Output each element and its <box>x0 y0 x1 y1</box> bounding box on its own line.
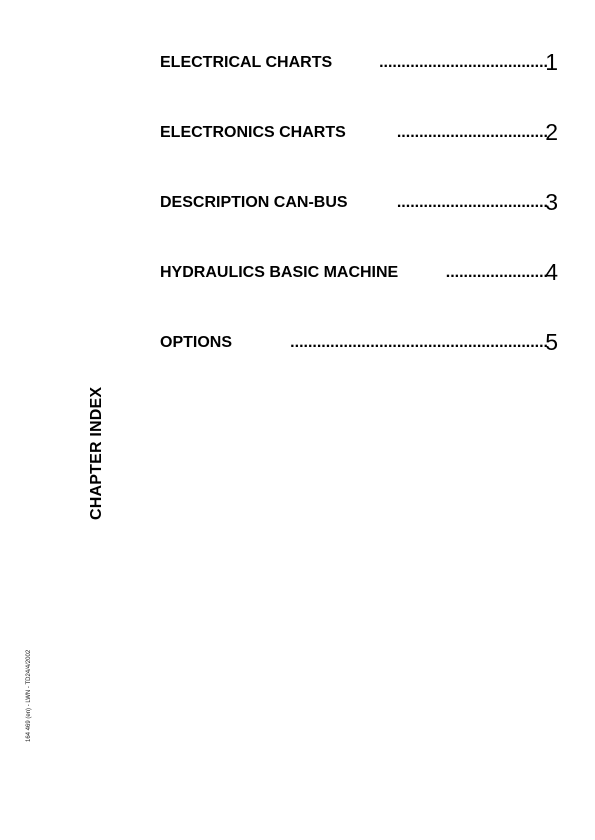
toc-entry-electrical-charts[interactable] <box>160 48 560 78</box>
toc-entry-electronics-charts[interactable] <box>160 118 560 148</box>
toc-leader-dots: .................................. <box>396 194 548 211</box>
toc-entry-title: OPTIONS <box>160 334 233 351</box>
toc-entry-number: 3 <box>545 189 558 215</box>
toc-leader-dots: .................................. <box>396 124 548 141</box>
table-of-contents <box>160 48 560 398</box>
chapter-index-title: CHAPTER INDEX <box>88 386 105 520</box>
toc-entry-number: 2 <box>545 119 558 145</box>
toc-entry-options[interactable] <box>160 328 560 358</box>
toc-entry-title: ELECTRICAL CHARTS <box>160 54 333 71</box>
toc-entry-number: 4 <box>545 259 558 285</box>
toc-entry-hydraulics-basic-machine[interactable] <box>160 258 560 288</box>
toc-leader-dots: .......................................................... <box>290 334 548 351</box>
toc-entry-description-can-bus[interactable] <box>160 188 560 218</box>
toc-entry-number: 1 <box>545 49 558 75</box>
toc-entry-title: HYDRAULICS BASIC MACHINE <box>160 264 399 281</box>
toc-leader-dots: ....................... <box>445 264 548 281</box>
document-reference-code: 164 469 (en) - LWN - TD24/4/2002 <box>26 649 32 742</box>
toc-entry-title: ELECTRONICS CHARTS <box>160 124 346 141</box>
toc-entry-title: DESCRIPTION CAN-BUS <box>160 194 348 211</box>
toc-entry-number: 5 <box>545 329 558 355</box>
toc-leader-dots: ...................................... <box>379 54 548 71</box>
